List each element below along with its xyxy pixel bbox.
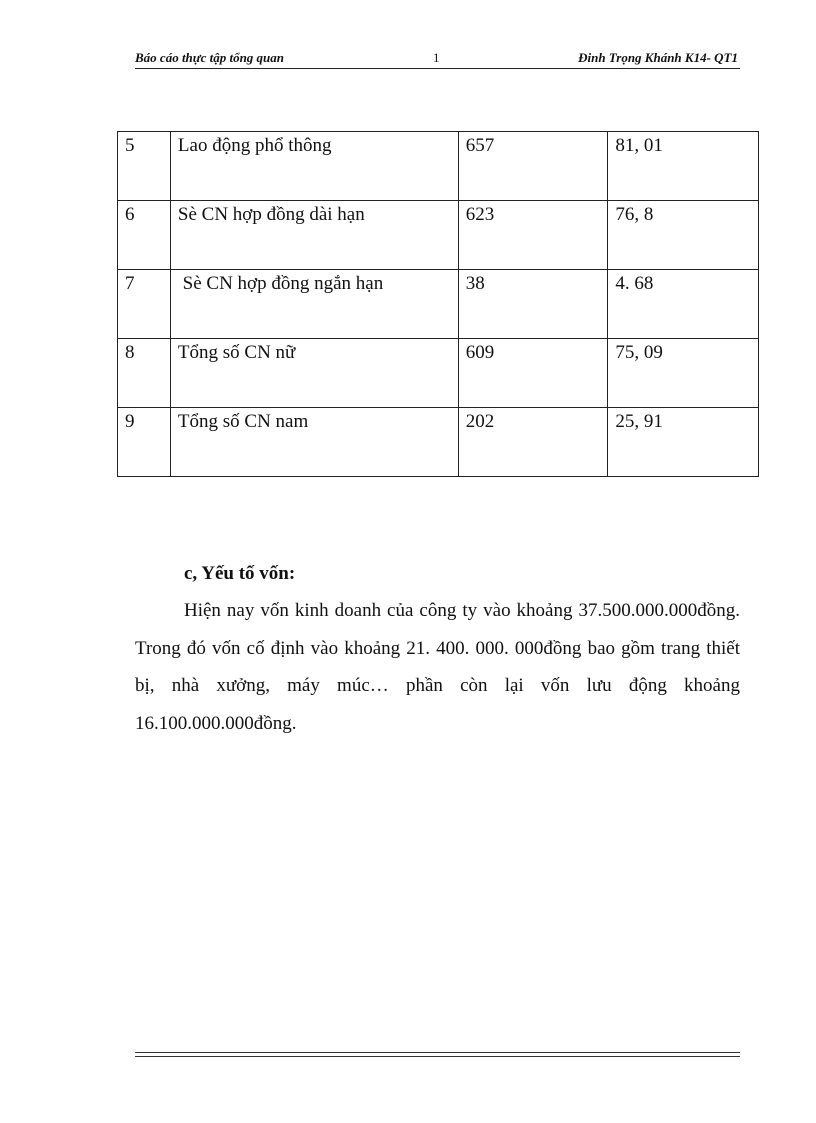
table-cell: 202 (458, 408, 608, 477)
table-body (118, 132, 759, 477)
table-cell: 6 (118, 201, 171, 270)
header-page-number: 1 (433, 50, 440, 65)
footer-divider (135, 1052, 740, 1057)
table-cell: 81, 01 (608, 132, 759, 201)
table-row (118, 132, 759, 201)
table-cell: 4. 68 (608, 270, 759, 339)
header-report-title: Báo cáo thực tập tổng quan (135, 50, 285, 65)
table-cell: 25, 91 (608, 408, 759, 477)
section-title: c, Yếu tố vốn: (184, 563, 296, 584)
table-cell: 8 (118, 339, 171, 408)
table-cell: 7 (118, 270, 171, 339)
table-cell: 657 (458, 132, 608, 201)
table-row (118, 408, 759, 477)
table-cell: 76, 8 (608, 201, 759, 270)
table-cell: Tổng số CN nữ (170, 339, 458, 408)
table-cell: Tổng số CN nam (170, 408, 458, 477)
table-row (118, 270, 759, 339)
header-author: Đinh Trọng Khánh K14- QT1 (578, 50, 738, 65)
section-paragraph: Hiện nay vốn kinh doanh của công ty vào khoảng 37.500.000.000đồng. Trong đó vốn cố định vào khoảng 21. 400. 000. 000đồng bao gồm trang thiết bị, nhà xưởng, máy múc… phần còn lại vốn lưu động khoảng 16.100.000.000đồng. (135, 600, 740, 734)
table-row (118, 201, 759, 270)
table-cell: Sè CN hợp đồng ngắn hạn (170, 270, 458, 339)
table-cell: Sè CN hợp đồng dài hạn (170, 201, 458, 270)
table-cell: 9 (118, 408, 171, 477)
table-cell: 609 (458, 339, 608, 408)
labor-statistics-table (117, 131, 759, 477)
table-cell: 623 (458, 201, 608, 270)
table-cell: 5 (118, 132, 171, 201)
table-cell: Lao động phổ thông (170, 132, 458, 201)
table-row (118, 339, 759, 408)
table-cell: 38 (458, 270, 608, 339)
page-header (135, 50, 740, 69)
table-cell: 75, 09 (608, 339, 759, 408)
